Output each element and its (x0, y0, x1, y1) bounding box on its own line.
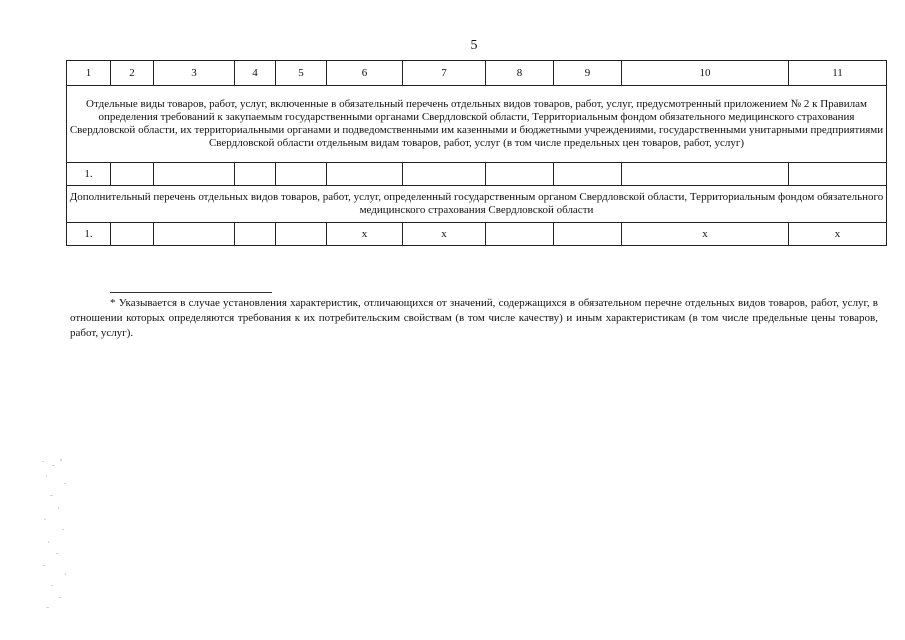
characteristics-table (66, 60, 887, 246)
column-header: 10 (622, 61, 789, 86)
column-header: 7 (403, 61, 486, 86)
column-header: 3 (154, 61, 235, 86)
footnote: * Указывается в случае установления характеристик, отличающихся от значений, содержащихся в обязательном перечне отдельных видов товаров, работ, услуг, в отношении которых определяются требования к их потребительским свойствам (в том числе качеству) и иным характеристикам (в том числе предельные цены товаров, работ, услуг). (70, 297, 878, 339)
column-header: 9 (554, 61, 622, 86)
table-cell: x (622, 223, 789, 246)
table-cell: 1. (67, 223, 111, 246)
table-cell: x (327, 223, 403, 246)
table-cell (111, 163, 154, 186)
table-cell (235, 163, 276, 186)
column-header: 8 (486, 61, 554, 86)
scan-artifacts (38, 455, 74, 615)
section-2-data-row (67, 223, 887, 246)
table-cell: 1. (67, 163, 111, 186)
column-number-row (67, 61, 887, 86)
table-cell (403, 163, 486, 186)
table-cell (154, 223, 235, 246)
table-cell (276, 163, 327, 186)
column-header: 1 (67, 61, 111, 86)
table-cell: x (403, 223, 486, 246)
column-header: 5 (276, 61, 327, 86)
table-cell (154, 163, 235, 186)
table-cell (235, 223, 276, 246)
table-cell: x (789, 223, 887, 246)
table-cell (276, 223, 327, 246)
table-cell (486, 223, 554, 246)
section-1-title: Отдельные виды товаров, работ, услуг, включенные в обязательный перечень отдельных видов товаров, работ, услуг, предусмотренный приложением № 2 к Правилам определения требований к закупаемым государственными органами Свердловской области, Территориальным фондом обязательного медицинского страхования Свердловской области, их территориальными органами и подведомственными им казенными и бюджетными учреждениями, государственными унитарными предприятиями Свердловской области отдельным видам товаров, работ, услуг (в том числе предельных цен товаров, работ, услуг) (67, 86, 887, 163)
table-cell (327, 163, 403, 186)
table-cell (554, 163, 622, 186)
table-cell (554, 223, 622, 246)
column-header: 11 (789, 61, 887, 86)
column-header: 4 (235, 61, 276, 86)
section-1-title-row (67, 86, 887, 163)
column-header: 2 (111, 61, 154, 86)
page-number: 5 (470, 38, 478, 53)
section-2-title: Дополнительный перечень отдельных видов товаров, работ, услуг, определенный государственным органом Свердловской области, Территориальным фондом обязательного медицинского страхования Свердловской области (67, 186, 887, 223)
table-cell (622, 163, 789, 186)
column-header: 6 (327, 61, 403, 86)
section-1-data-row (67, 163, 887, 186)
footnote-separator (110, 292, 272, 293)
section-2-title-row (67, 186, 887, 223)
table-cell (789, 163, 887, 186)
table-cell (486, 163, 554, 186)
table-cell (111, 223, 154, 246)
